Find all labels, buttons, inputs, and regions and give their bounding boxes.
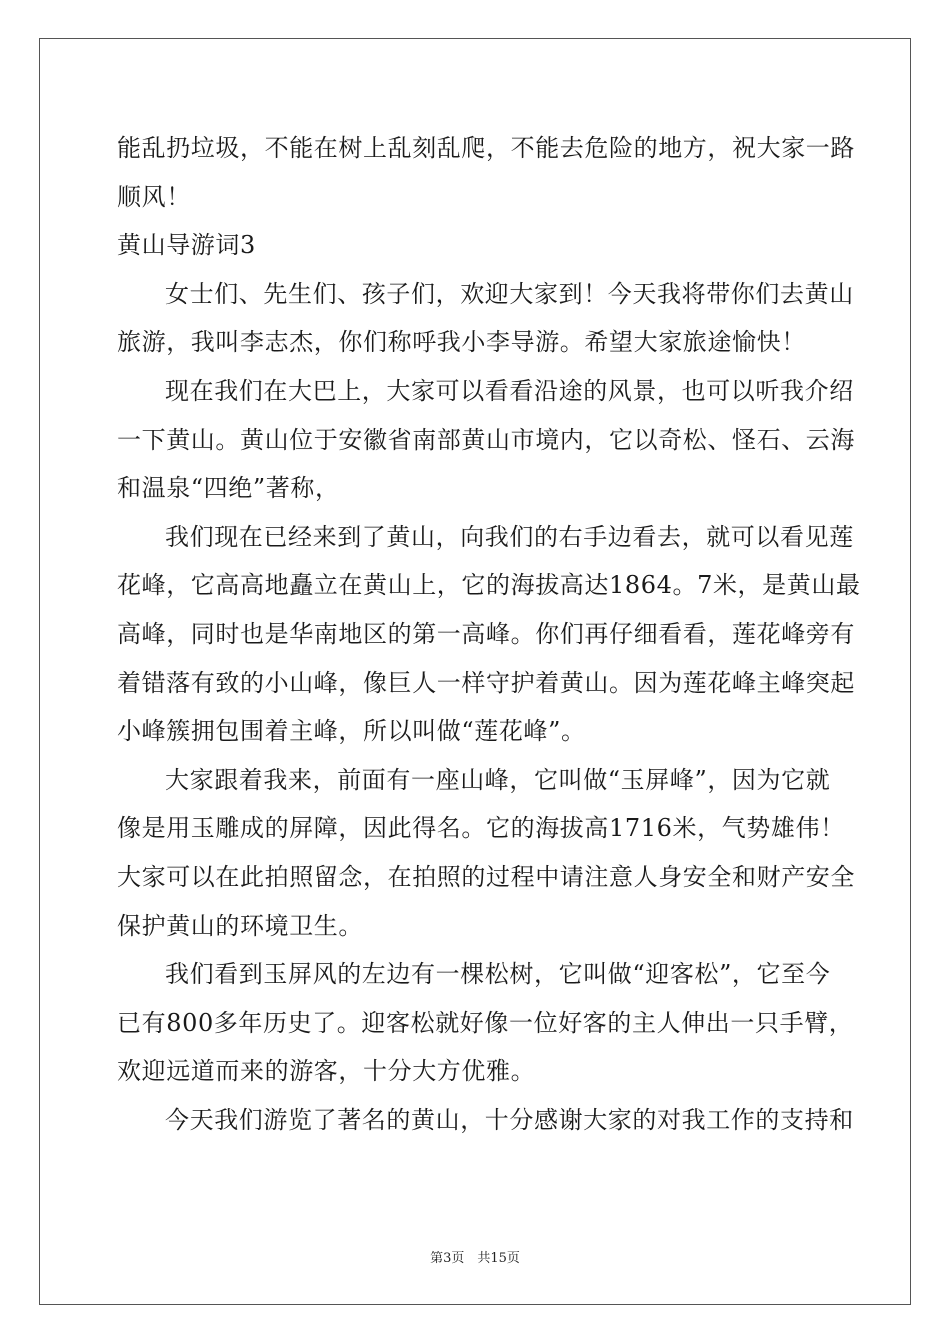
- text-line: 女士们、先生们、孩子们，欢迎大家到！今天我将带你们去黄山: [165, 279, 854, 308]
- section-heading: 黄山导游词3: [117, 231, 256, 260]
- text-line: 现在我们在大巴上，大家可以看看沿途的风景，也可以听我介绍: [165, 376, 854, 405]
- text-line: 我们现在已经来到了黄山，向我们的右手边看去，就可以看见莲: [165, 522, 854, 551]
- text-line: 小峰簇拥包围着主峰，所以叫做“莲花峰”。: [117, 717, 586, 746]
- text-line: 能乱扔垃圾，不能在树上乱刻乱爬，不能去危险的地方，祝大家一路: [117, 134, 855, 162]
- text-line: 一下黄山。黄山位于安徽省南部黄山市境内，它以奇松、怪石、云海: [117, 425, 855, 454]
- text-line: 着错落有致的小山峰，像巨人一样守护着黄山。因为莲花峰主峰突起: [117, 668, 855, 697]
- text-line: 我们看到玉屏风的左边有一棵松树，它叫做“迎客松”，它至今: [165, 960, 831, 989]
- text-line: 顺风！: [117, 182, 191, 211]
- text-line: 旅游，我叫李志杰，你们称呼我小李导游。希望大家旅途愉快！: [117, 328, 806, 357]
- text-line: 高峰，同时也是华南地区的第一高峰。你们再仔细看看，莲花峰旁有: [117, 619, 855, 648]
- text-line: 和温泉“四绝”著称，: [117, 474, 340, 503]
- text-line: 已有800多年历史了。迎客松就好像一位好客的主人伸出一只手臂，: [117, 1008, 854, 1037]
- text-line: 花峰，它高高地矗立在黄山上，它的海拔高达1864。7米，是黄山最: [117, 571, 861, 600]
- text-line: 今天我们游览了著名的黄山，十分感谢大家的对我工作的支持和: [165, 1105, 854, 1134]
- page-footer: 第3页 共15页: [430, 1251, 520, 1266]
- text-line: 大家可以在此拍照留念，在拍照的过程中请注意人身安全和财产安全: [117, 862, 855, 891]
- text-line: 欢迎远道而来的游客，十分大方优雅。: [117, 1057, 536, 1086]
- text-line: 大家跟着我来，前面有一座山峰，它叫做“玉屏峰”，因为它就: [165, 765, 831, 794]
- document-body: [117, 124, 861, 1144]
- text-line: 像是用玉雕成的屏障，因此得名。它的海拔高1716米，气势雄伟！: [117, 814, 845, 843]
- text-line: 保护黄山的环境卫生。: [117, 911, 363, 940]
